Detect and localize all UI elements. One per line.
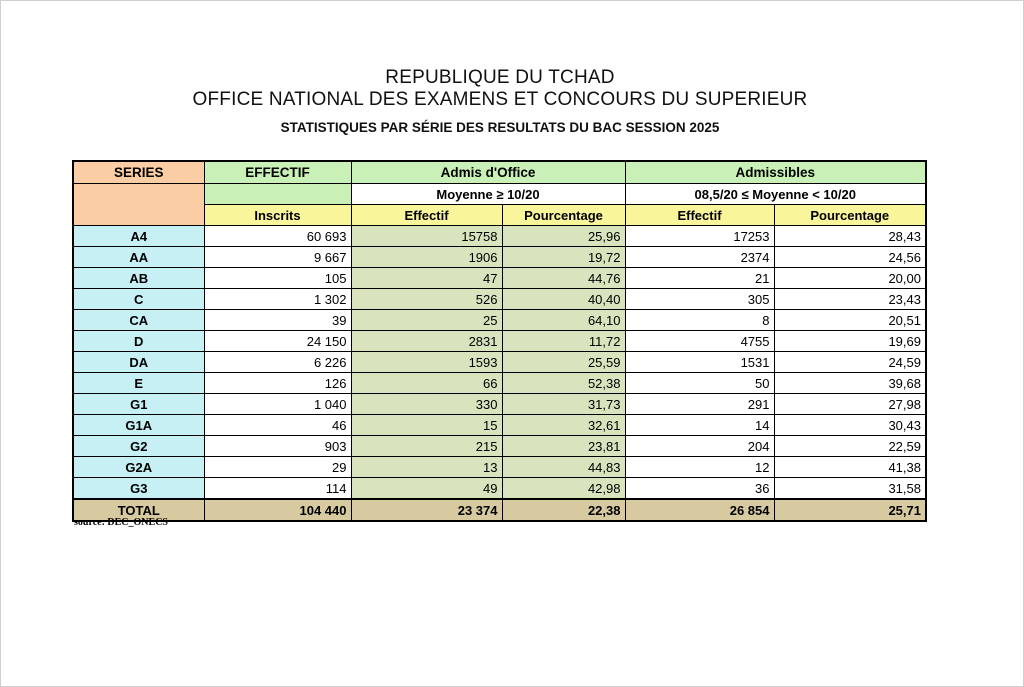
- admissibles-pourcentage-cell: 22,59: [774, 436, 926, 457]
- inscrits-cell: 46: [204, 415, 351, 436]
- admissibles-pourcentage-cell: 31,58: [774, 478, 926, 500]
- admissibles-pourcentage-cell: 23,43: [774, 289, 926, 310]
- total-admis-effectif: 23 374: [351, 499, 502, 521]
- admis-pourcentage-cell: 64,10: [502, 310, 625, 331]
- table-row: [73, 436, 926, 457]
- admis-pourcentage-cell: 42,98: [502, 478, 625, 500]
- admis-pourcentage-cell: 31,73: [502, 394, 625, 415]
- table-row: [73, 415, 926, 436]
- admissibles-effectif-cell: 17253: [625, 226, 774, 247]
- admis-pourcentage-cell: 44,83: [502, 457, 625, 478]
- series-label: G2: [73, 436, 204, 457]
- admissibles-effectif-cell: 8: [625, 310, 774, 331]
- col-admissibles-header: Admissibles: [625, 161, 926, 184]
- admissibles-pourcentage-cell: 24,56: [774, 247, 926, 268]
- admis-effectif-cell: 15: [351, 415, 502, 436]
- sub-admis-pourcentage: Pourcentage: [502, 205, 625, 226]
- series-label: C: [73, 289, 204, 310]
- admissibles-pourcentage-cell: 30,43: [774, 415, 926, 436]
- table-row: [73, 331, 926, 352]
- admissibles-effectif-cell: 1531: [625, 352, 774, 373]
- col-admis-header: Admis d'Office: [351, 161, 625, 184]
- admissibles-effectif-cell: 204: [625, 436, 774, 457]
- admis-pourcentage-cell: 11,72: [502, 331, 625, 352]
- admis-effectif-cell: 25: [351, 310, 502, 331]
- sub-admissibles-effectif: Effectif: [625, 205, 774, 226]
- table-row: [73, 352, 926, 373]
- admis-effectif-cell: 47: [351, 268, 502, 289]
- total-label: TOTAL: [73, 499, 204, 521]
- inscrits-cell: 105: [204, 268, 351, 289]
- admissibles-effectif-cell: 14: [625, 415, 774, 436]
- results-table: [72, 160, 927, 522]
- header-republic: REPUBLIQUE DU TCHAD: [385, 67, 615, 88]
- inscrits-cell: 114: [204, 478, 351, 500]
- admis-effectif-cell: 49: [351, 478, 502, 500]
- table-row: [73, 478, 926, 500]
- table-total-row: [73, 499, 926, 521]
- table-row: [73, 310, 926, 331]
- admis-effectif-cell: 526: [351, 289, 502, 310]
- table-header-row: [73, 161, 926, 184]
- series-label: G2A: [73, 457, 204, 478]
- series-label: CA: [73, 310, 204, 331]
- admissibles-effectif-cell: 4755: [625, 331, 774, 352]
- sub-admissibles-pourcentage: Pourcentage: [774, 205, 926, 226]
- table-row: [73, 268, 926, 289]
- admissibles-pourcentage-cell: 19,69: [774, 331, 926, 352]
- admis-effectif-cell: 1593: [351, 352, 502, 373]
- inscrits-cell: 9 667: [204, 247, 351, 268]
- admis-effectif-cell: 66: [351, 373, 502, 394]
- series-header-fill: [73, 184, 204, 226]
- admissibles-effectif-cell: 291: [625, 394, 774, 415]
- admissibles-pourcentage-cell: 41,38: [774, 457, 926, 478]
- total-admissibles-effectif: 26 854: [625, 499, 774, 521]
- admis-pourcentage-cell: 25,59: [502, 352, 625, 373]
- series-label: D: [73, 331, 204, 352]
- admis-effectif-cell: 13: [351, 457, 502, 478]
- series-label: G3: [73, 478, 204, 500]
- admissibles-effectif-cell: 12: [625, 457, 774, 478]
- total-admissibles-pourcentage: 25,71: [774, 499, 926, 521]
- series-label: DA: [73, 352, 204, 373]
- admissibles-effectif-cell: 50: [625, 373, 774, 394]
- admis-pourcentage-cell: 52,38: [502, 373, 625, 394]
- inscrits-cell: 39: [204, 310, 351, 331]
- header-office: OFFICE NATIONAL DES EXAMENS ET CONCOURS DU SUPERIEUR: [192, 89, 808, 110]
- admissibles-effectif-cell: 305: [625, 289, 774, 310]
- admis-pourcentage-cell: 40,40: [502, 289, 625, 310]
- series-label: E: [73, 373, 204, 394]
- admissibles-pourcentage-cell: 20,00: [774, 268, 926, 289]
- effectif-header-fill: [204, 184, 351, 205]
- admissibles-effectif-cell: 2374: [625, 247, 774, 268]
- series-label: G1: [73, 394, 204, 415]
- table-row: [73, 457, 926, 478]
- table-condition-row: [73, 184, 926, 205]
- admis-effectif-cell: 2831: [351, 331, 502, 352]
- col-series-header: SERIES: [73, 161, 204, 184]
- inscrits-cell: 903: [204, 436, 351, 457]
- inscrits-cell: 126: [204, 373, 351, 394]
- table-row: [73, 373, 926, 394]
- sub-inscrits: Inscrits: [204, 205, 351, 226]
- inscrits-cell: 6 226: [204, 352, 351, 373]
- series-label: AB: [73, 268, 204, 289]
- admis-pourcentage-cell: 25,96: [502, 226, 625, 247]
- admis-effectif-cell: 215: [351, 436, 502, 457]
- series-label: AA: [73, 247, 204, 268]
- admissibles-pourcentage-cell: 24,59: [774, 352, 926, 373]
- table-row: [73, 247, 926, 268]
- inscrits-cell: 60 693: [204, 226, 351, 247]
- inscrits-cell: 29: [204, 457, 351, 478]
- admis-pourcentage-cell: 32,61: [502, 415, 625, 436]
- admissibles-pourcentage-cell: 28,43: [774, 226, 926, 247]
- admis-condition: Moyenne ≥ 10/20: [351, 184, 625, 205]
- series-label: A4: [73, 226, 204, 247]
- admissibles-condition: 08,5/20 ≤ Moyenne < 10/20: [625, 184, 926, 205]
- admissibles-pourcentage-cell: 39,68: [774, 373, 926, 394]
- table-row: [73, 226, 926, 247]
- col-effectif-header: EFFECTIF: [204, 161, 351, 184]
- admis-effectif-cell: 1906: [351, 247, 502, 268]
- header-title: STATISTIQUES PAR SÉRIE DES RESULTATS DU BAC SESSION 2025: [280, 120, 720, 135]
- inscrits-cell: 1 040: [204, 394, 351, 415]
- admissibles-pourcentage-cell: 27,98: [774, 394, 926, 415]
- total-admis-pourcentage: 22,38: [502, 499, 625, 521]
- sub-admis-effectif: Effectif: [351, 205, 502, 226]
- total-inscrits: 104 440: [204, 499, 351, 521]
- series-label: G1A: [73, 415, 204, 436]
- admis-pourcentage-cell: 44,76: [502, 268, 625, 289]
- admis-pourcentage-cell: 19,72: [502, 247, 625, 268]
- table-row: [73, 289, 926, 310]
- admis-effectif-cell: 330: [351, 394, 502, 415]
- inscrits-cell: 1 302: [204, 289, 351, 310]
- admissibles-pourcentage-cell: 20,51: [774, 310, 926, 331]
- admis-pourcentage-cell: 23,81: [502, 436, 625, 457]
- source-note: source: DEC_ONECS: [74, 517, 168, 528]
- inscrits-cell: 24 150: [204, 331, 351, 352]
- admis-effectif-cell: 15758: [351, 226, 502, 247]
- table-row: [73, 394, 926, 415]
- admissibles-effectif-cell: 21: [625, 268, 774, 289]
- admissibles-effectif-cell: 36: [625, 478, 774, 500]
